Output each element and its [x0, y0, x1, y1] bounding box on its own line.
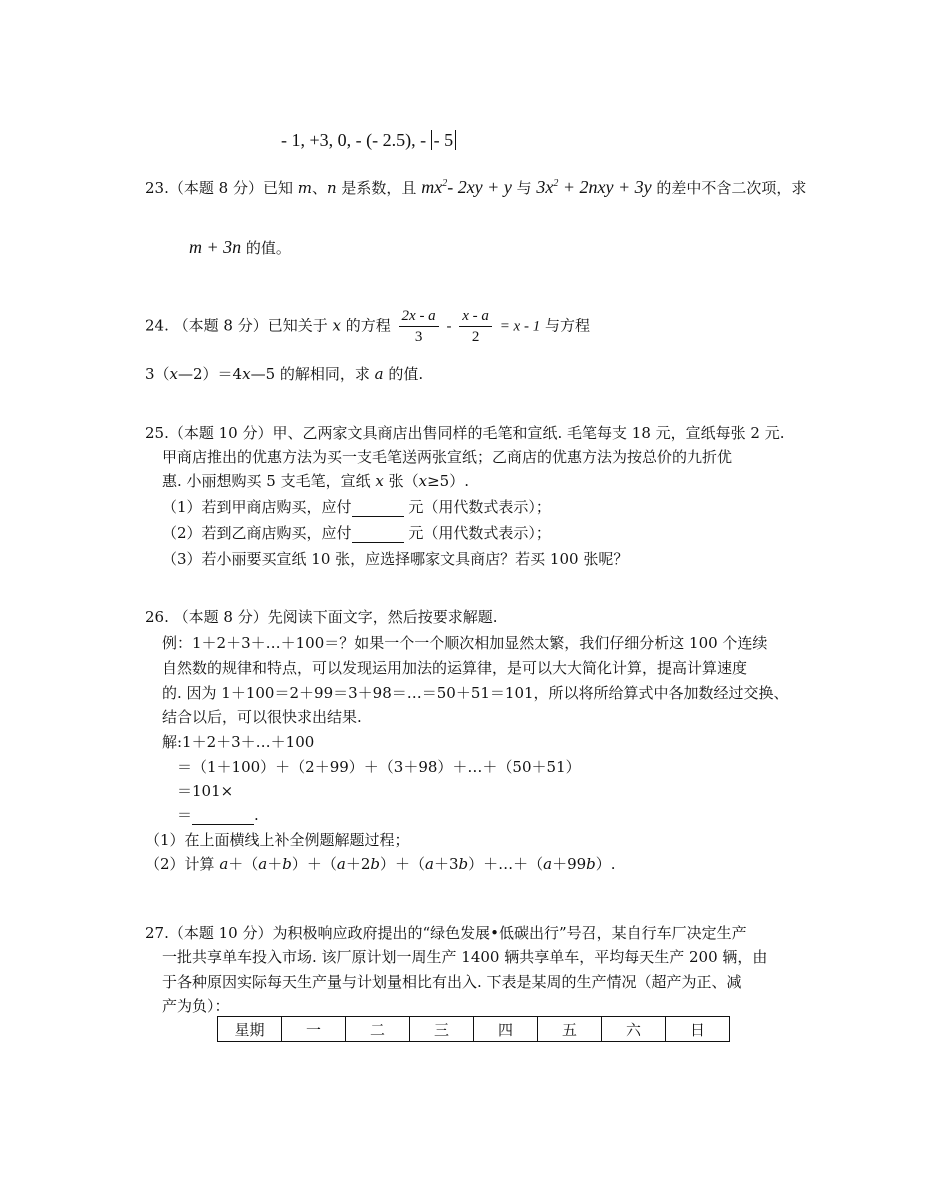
q23-points: （本题 8 分）	[168, 179, 263, 197]
q26-solution-3: ＝101×	[177, 782, 234, 800]
q23-line1: 23.（本题 8 分）已知 m、n 是系数，且 $mx^2-$ 2xy + y 与 $3x^2 + 2nxy + 3y$ 的差中不含二次项，求	[145, 177, 807, 197]
q26-solution-4: ＝ .	[177, 806, 259, 824]
q25-line3: 惠. 小丽想购买 5 支毛笔，宣纸 x 张（x≥5）.	[162, 472, 469, 490]
table-header-wed: 三	[410, 1017, 474, 1042]
q24-fraction-2: $\frac{x - a}{2}$	[459, 306, 492, 347]
q25-line2: 甲商店推出的优惠方法为买一支毛笔送两张宣纸；乙商店的优惠方法为按总价的九折优	[162, 448, 733, 466]
q26-solution-1: 解:1＋2＋3＋…＋100	[162, 733, 315, 751]
q25-sub3: （3）若小丽要买宣纸 10 张，应选择哪家文具商店？若买 100 张呢？	[162, 550, 629, 568]
q25-sub2: （2）若到乙商店购买，应付 元（用代数式表示）；	[162, 524, 551, 542]
q24-rhs: = x - 1	[499, 318, 541, 335]
q26-sub2: （2）计算 a＋（a＋b）＋（a＋2b）＋（a＋3b）＋…＋（a＋99b）.	[145, 855, 616, 873]
production-table	[217, 1016, 730, 1042]
table-header-thu: 四	[474, 1017, 538, 1042]
header-expression-main: - 1, +3, 0, - (- 2.5), -	[281, 130, 427, 150]
q25-answer-blank-1[interactable]	[352, 498, 404, 517]
q27-line4: 产为负）：	[162, 997, 230, 1015]
q26-line3: 自然数的规律和特点，可以发现运用加法的运算律，是可以大大简化计算，提高计算速度	[162, 659, 748, 677]
q27-line3: 于各种原因实际每天生产量与计划量相比有出入. 下表是某周的生产情况（超产为正、减	[162, 973, 742, 991]
q24-points: （本题 8 分）	[173, 316, 268, 335]
absolute-value: - 5	[431, 130, 457, 150]
q26-line2: 例：1＋2＋3＋…＋100＝？如果一个一个顺次相加显然太繁，我们仔细分析这 100 个连续	[162, 634, 768, 652]
header-expression	[281, 130, 456, 151]
q24-number: 24.	[145, 316, 169, 335]
q23-expr2: $3x^2 + 2nxy + 3y$	[536, 177, 652, 197]
q26-line5: 结合以后，可以很快求出结果.	[162, 708, 362, 726]
table-header-mon: 一	[282, 1017, 346, 1042]
q25-line1: 25.（本题 10 分）甲、乙两家文具商店出售同样的毛笔和宣纸. 毛笔每支 18 元，宣纸每张 2 元.	[145, 424, 785, 442]
table-header-fri: 五	[538, 1017, 602, 1042]
q26-line1: 26. （本题 8 分）先阅读下面文字，然后按要求解题.	[145, 608, 498, 626]
table-row	[218, 1017, 730, 1042]
q25-answer-blank-2[interactable]	[352, 524, 404, 543]
q26-line4: 的. 因为 1＋100＝2＋99＝3＋98＝…＝50＋51＝101，所以将所给算式中各加数经过交换、	[162, 684, 789, 702]
q23-expr1: $mx^2-$ 2xy + y	[421, 177, 512, 197]
q26-sub1: （1）在上面横线上补全例题解题过程；	[145, 831, 410, 849]
q23-line2: m + 3n 的值。	[189, 237, 291, 257]
q26-answer-blank[interactable]	[192, 806, 254, 825]
q26-solution-2: ＝（1＋100）＋（2＋99）＋（3＋98）＋…＋（50＋51）	[177, 758, 581, 776]
q27-line1: 27.（本题 10 分）为积极响应政府提出的“绿色发展•低碳出行”号召，某自行车厂决定生产	[145, 924, 747, 942]
q27-line2: 一批共享单车投入市场. 该厂原计划一周生产 1400 辆共享单车，平均每天生产 200 辆，由	[162, 948, 768, 966]
q24-line1: 24. （本题 8 分）已知关于 x 的方程 $\frac{2x - a}{3}$ - $\frac{x - a}{2}$ = x - 1 与方程	[145, 308, 590, 345]
table-header-tue: 二	[346, 1017, 410, 1042]
table-header-weekday: 星期	[218, 1017, 282, 1042]
q24-fraction-1: $\frac{2x - a}{3}$	[399, 306, 439, 347]
q25-sub1: （1）若到甲商店购买，应付 元（用代数式表示）；	[162, 498, 551, 516]
q23-number: 23.	[145, 179, 169, 197]
table-header-sat: 六	[602, 1017, 666, 1042]
q24-line2: 3（x—2）＝4x—5 的解相同，求 a 的值.	[145, 365, 424, 383]
table-header-sun: 日	[666, 1017, 730, 1042]
